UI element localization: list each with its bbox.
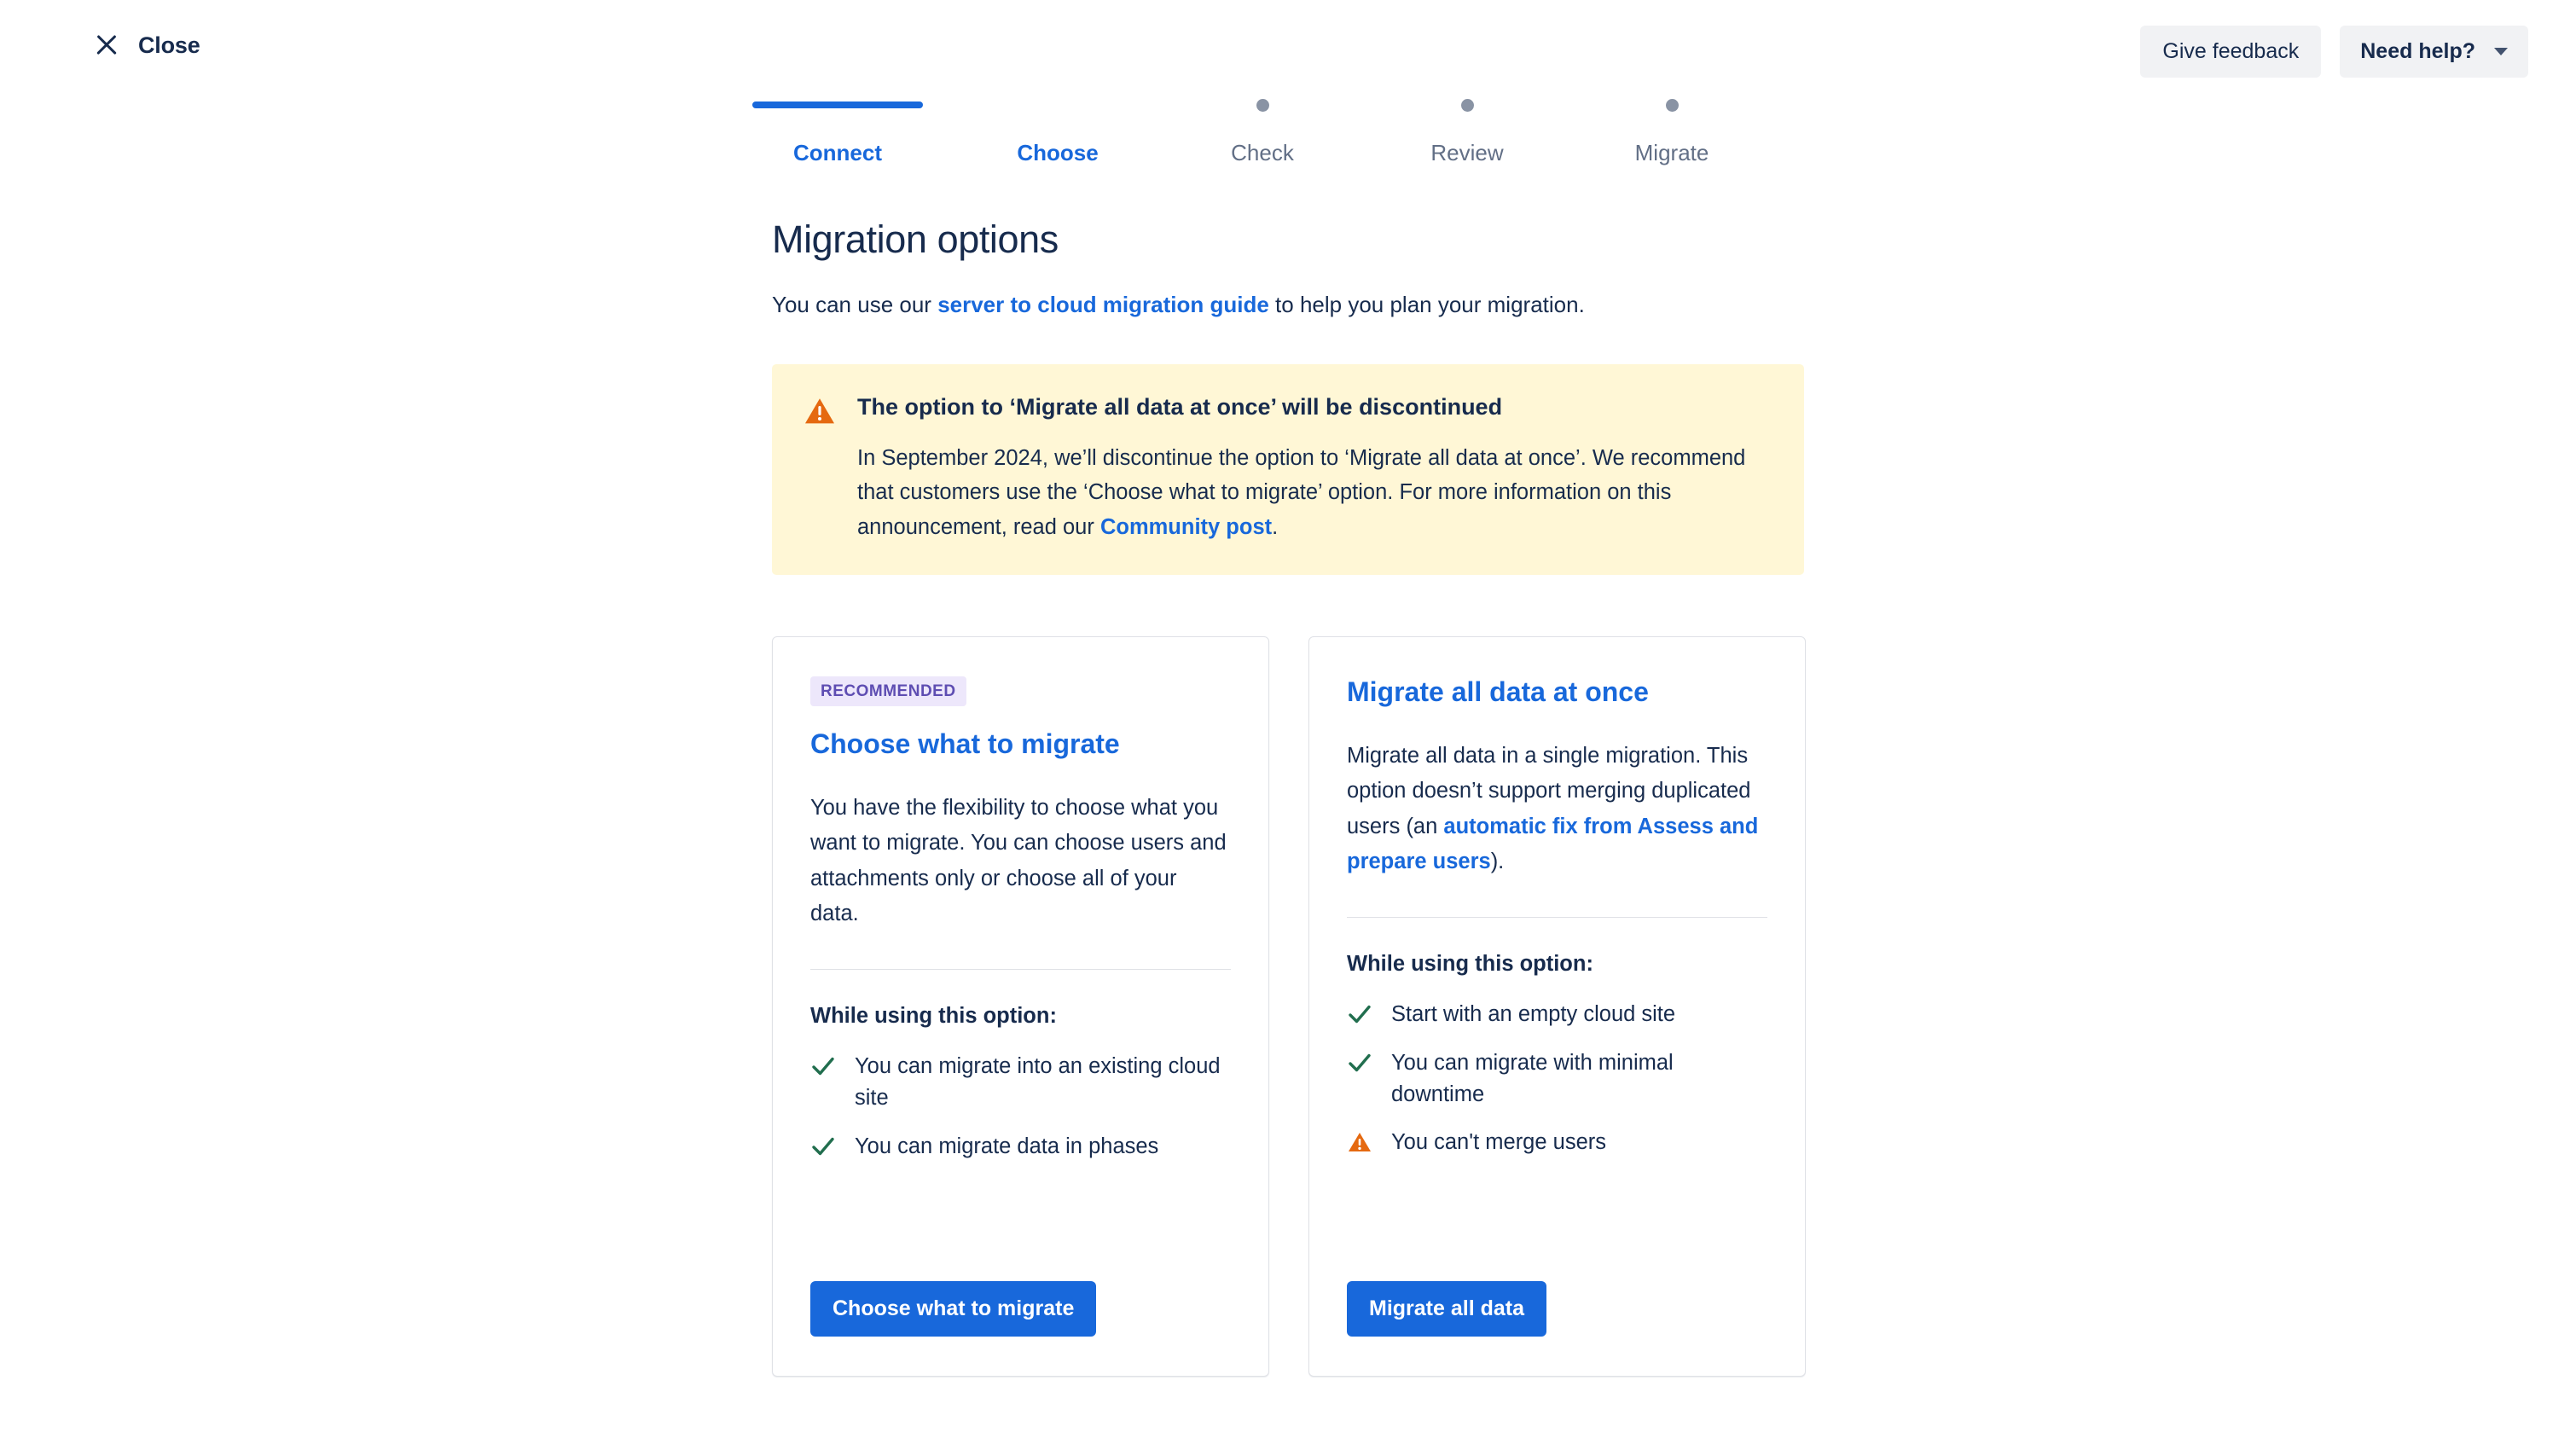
step-migrate-label: Migrate <box>1634 140 1709 165</box>
need-help-label: Need help? <box>2360 39 2475 63</box>
migration-guide-link[interactable]: server to cloud migration guide <box>937 292 1269 317</box>
step-review[interactable] <box>1382 94 1552 166</box>
step-choose-label: Choose <box>1017 140 1099 165</box>
give-feedback-button[interactable]: Give feedback <box>2140 26 2321 78</box>
check-icon <box>810 1053 836 1080</box>
card-choose-what-to-migrate <box>772 636 1269 1377</box>
warning-icon <box>1347 1128 1372 1156</box>
list-item-label: You can't merge users <box>1391 1130 1606 1155</box>
step-dot-icon <box>1461 99 1474 112</box>
step-connect-label: Connect <box>793 140 882 165</box>
card-migrate-all-features-label: While using this option: <box>1347 952 1593 977</box>
close-icon <box>92 31 121 60</box>
card-migrate-all-data <box>1308 636 1806 1377</box>
banner-text <box>857 441 1772 544</box>
banner-text-suffix: . <box>1272 514 1279 539</box>
card-migrate-all-feature-list <box>1347 999 1767 1175</box>
list-item-label: Start with an empty cloud site <box>1391 1002 1676 1027</box>
progress-stepper <box>768 94 1757 166</box>
top-bar-actions <box>2140 26 2528 78</box>
banner-body <box>857 393 1772 544</box>
top-bar <box>0 0 2576 106</box>
step-dot-icon <box>1256 99 1269 112</box>
list-item-label: You can migrate data in phases <box>855 1134 1159 1158</box>
card-migrate-all-desc-prefix: Migrate all data in a single migration. This option doesn’t support merging duplicated users (an <box>1347 743 1751 838</box>
intro-paragraph <box>772 289 1808 320</box>
banner-text-prefix: In September 2024, we’ll discontinue the option to ‘Migrate all data at once’. We recommend that customers use the ‘Choose what to migrate’ option. For more information on this announcement, read our <box>857 446 1746 539</box>
discontinuation-warning-banner <box>772 364 1804 575</box>
banner-title: The option to ‘Migrate all data at once’ will be discontinued <box>857 394 1503 420</box>
page-title: Migration options <box>772 218 1059 261</box>
card-divider <box>810 969 1231 970</box>
card-migrate-all-title[interactable]: Migrate all data at once <box>1347 676 1649 707</box>
choose-what-to-migrate-button[interactable]: Choose what to migrate <box>810 1281 1096 1337</box>
step-connect-marker <box>752 94 923 116</box>
chevron-down-icon <box>2494 48 2508 55</box>
check-icon <box>1347 1049 1372 1076</box>
card-spacer <box>1347 1175 1767 1281</box>
list-item <box>1347 1127 1767 1158</box>
intro-suffix: to help you plan your migration. <box>1268 292 1585 317</box>
step-check[interactable] <box>1177 94 1348 166</box>
card-choose-description: You have the flexibility to choose what you want to migrate. You can choose users and attachments only or choose all of your data. <box>810 795 1227 925</box>
card-spacer <box>810 1179 1231 1281</box>
step-check-label: Check <box>1231 140 1294 165</box>
card-migrate-all-desc-suffix: ). <box>1490 849 1505 873</box>
step-choose-marker <box>972 94 1143 116</box>
intro-prefix: You can use our <box>772 292 938 317</box>
step-migrate[interactable] <box>1587 94 1757 166</box>
step-connect[interactable] <box>752 94 923 166</box>
step-choose[interactable] <box>972 94 1143 166</box>
migration-option-cards <box>772 636 1808 1377</box>
recommended-badge: RECOMMENDED <box>810 676 966 706</box>
step-review-label: Review <box>1430 140 1504 165</box>
card-divider <box>1347 917 1767 918</box>
step-review-marker <box>1382 94 1552 116</box>
card-choose-title[interactable]: Choose what to migrate <box>810 728 1120 759</box>
automatic-fix-link[interactable]: automatic fix from Assess and prepare users <box>1347 814 1759 873</box>
list-item-label: You can migrate with minimal downtime <box>1391 1050 1674 1106</box>
step-migrate-marker <box>1587 94 1757 116</box>
main-content <box>772 218 1808 1377</box>
need-help-button[interactable] <box>2340 26 2528 78</box>
list-item <box>1347 999 1767 1030</box>
check-icon <box>1347 1000 1372 1028</box>
card-migrate-all-description <box>1347 739 1767 879</box>
card-choose-features-label: While using this option: <box>810 1004 1057 1029</box>
list-item <box>810 1051 1231 1113</box>
step-dot-icon <box>1666 99 1679 112</box>
migrate-all-data-button[interactable]: Migrate all data <box>1347 1281 1546 1337</box>
warning-icon <box>804 397 835 426</box>
progress-bar <box>752 102 923 108</box>
card-choose-feature-list <box>810 1051 1231 1179</box>
list-item <box>1347 1047 1767 1110</box>
list-item-label: You can migrate into an existing cloud site <box>855 1054 1221 1110</box>
step-check-marker <box>1177 94 1348 116</box>
community-post-link[interactable]: Community post <box>1099 514 1273 539</box>
close-button-label: Close <box>138 32 200 58</box>
list-item <box>810 1131 1231 1163</box>
check-icon <box>810 1133 836 1160</box>
close-button[interactable] <box>85 26 207 65</box>
